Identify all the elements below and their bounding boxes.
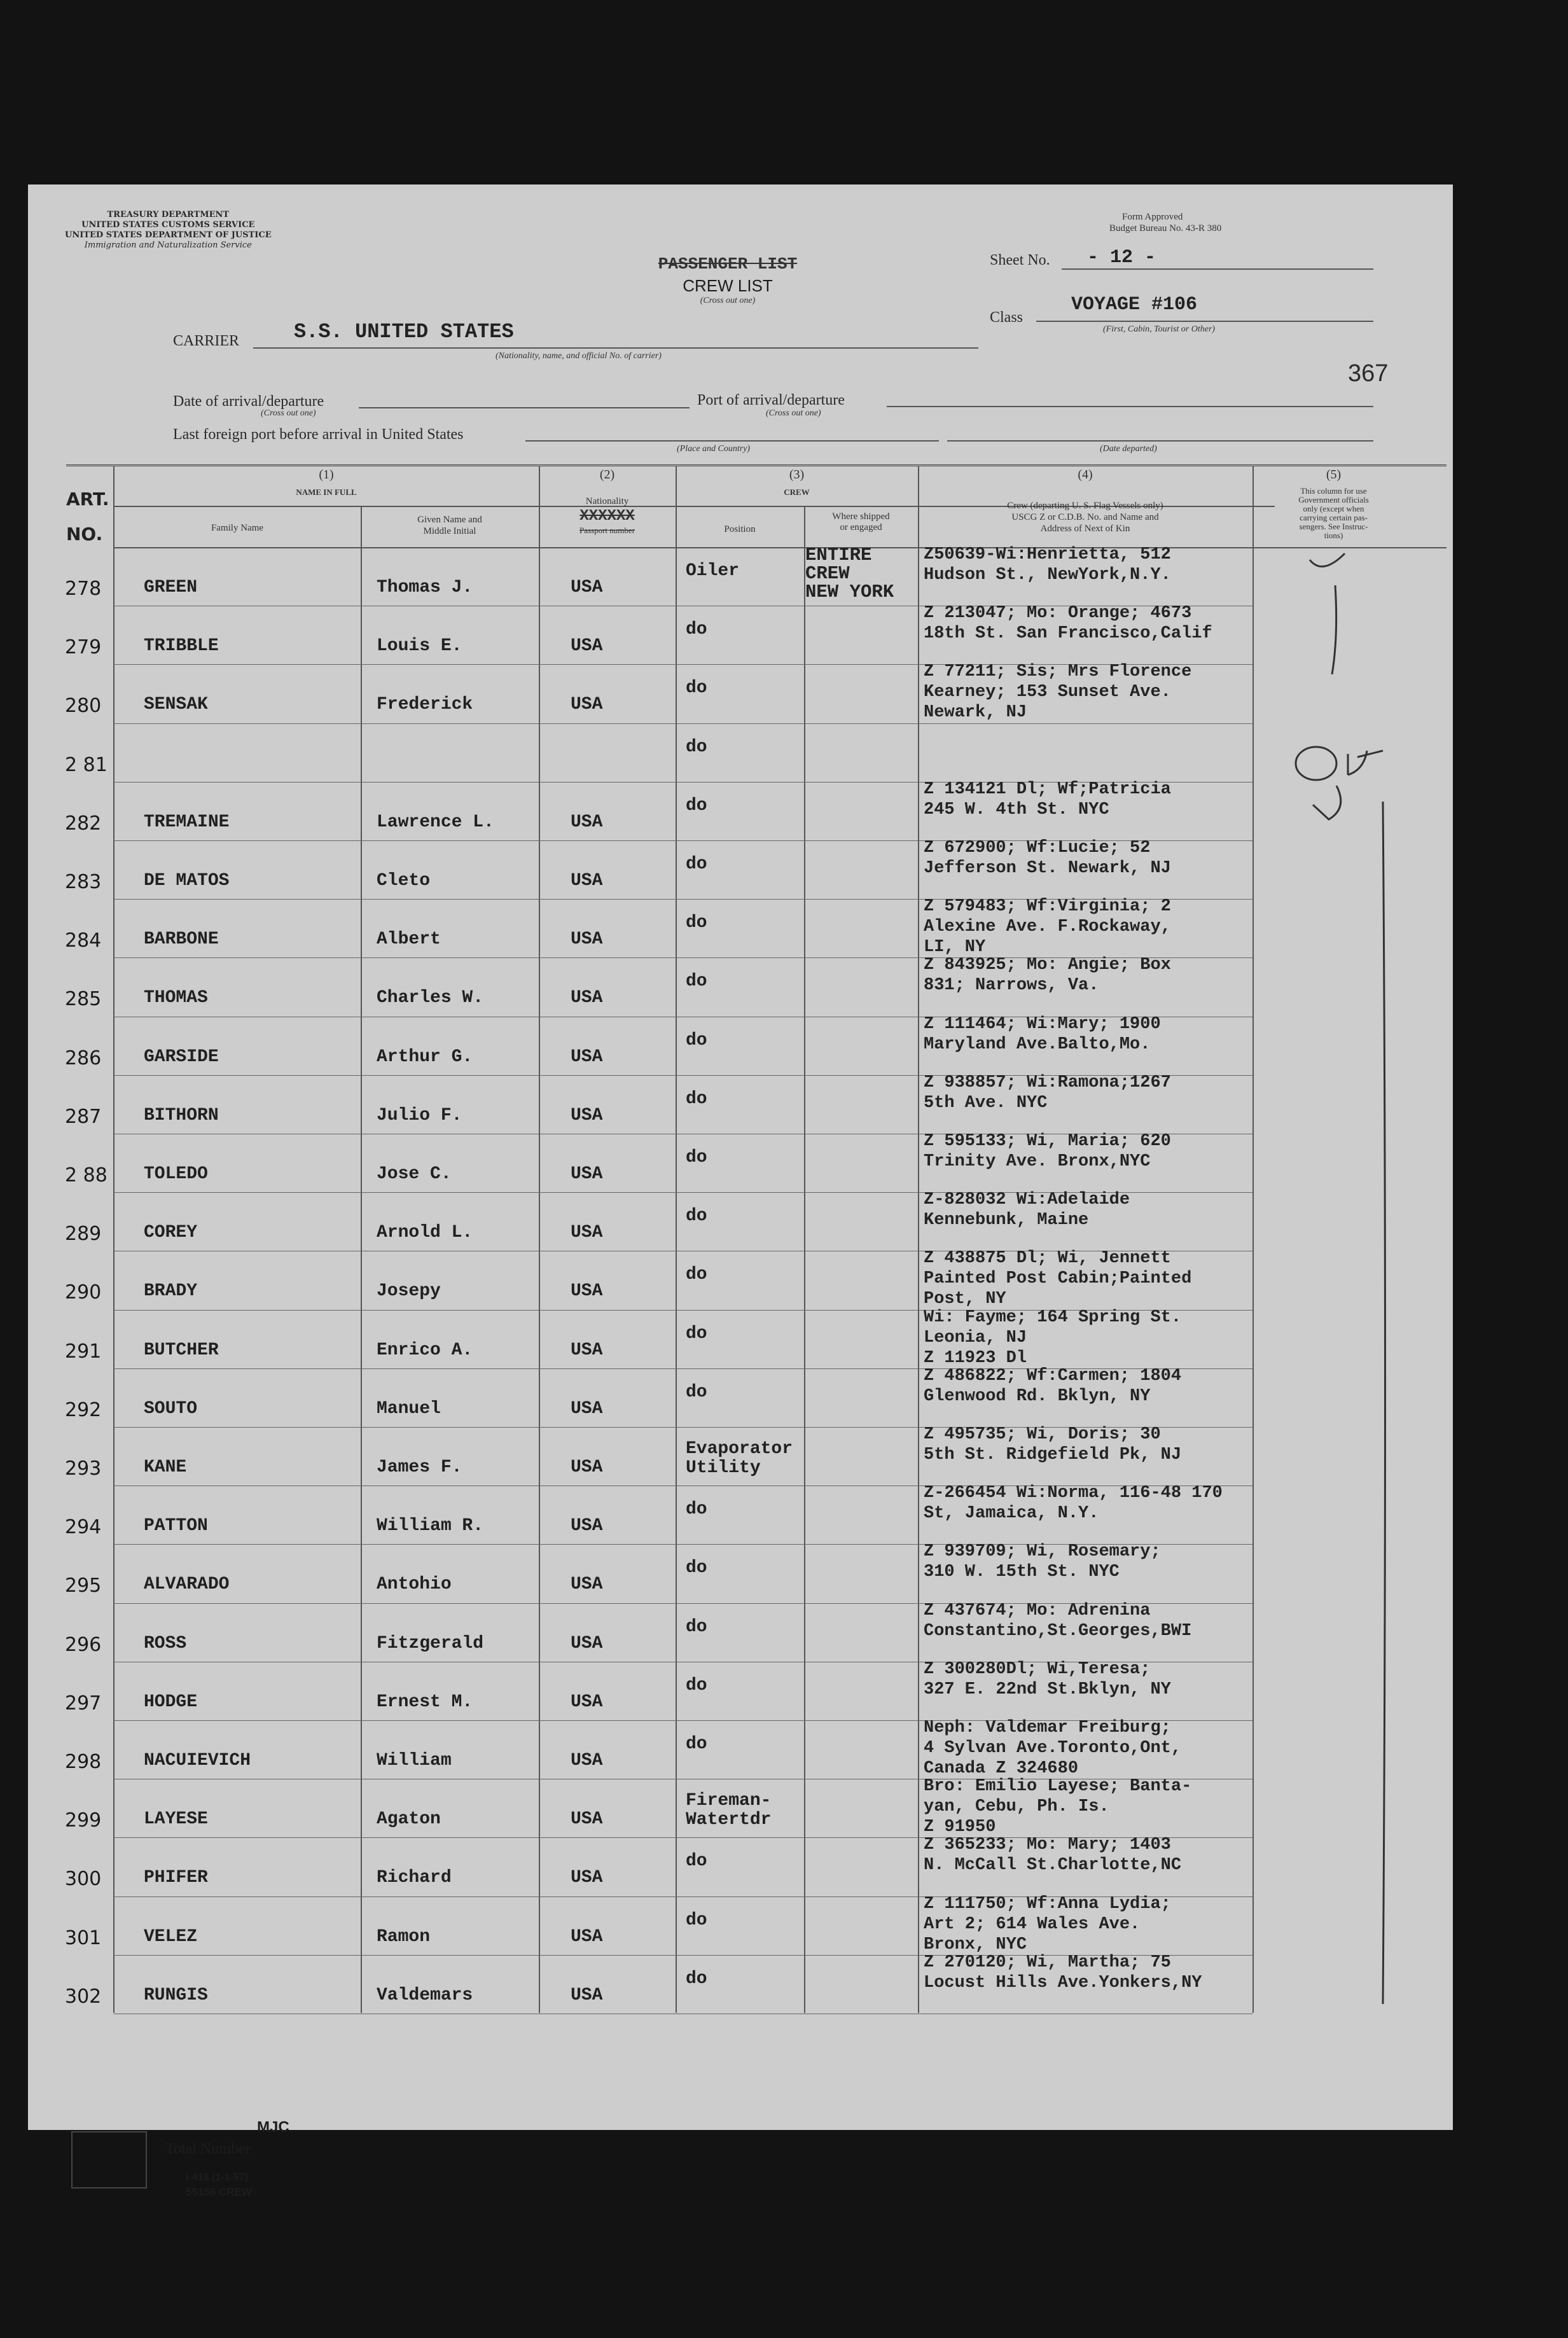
col5-line: Government officials bbox=[1298, 495, 1369, 504]
col-line bbox=[676, 466, 677, 2013]
col-line bbox=[361, 506, 362, 2013]
kin-line: Jefferson St. Newark, NJ bbox=[924, 859, 1171, 878]
col4-line: Crew (departing U. S. Flag Vessels only) bbox=[1007, 501, 1163, 511]
no-label: NO. bbox=[66, 524, 103, 545]
given-name: James F. bbox=[377, 1458, 462, 1477]
nationality: USA bbox=[571, 929, 603, 949]
kin-line: 18th St. San Francisco,Calif bbox=[924, 624, 1212, 643]
given-name: Antohio bbox=[377, 1575, 452, 1594]
kin-line: Alexine Ave. F.Rockaway, bbox=[924, 917, 1171, 936]
family-name: BARBONE bbox=[144, 929, 219, 949]
kin-line: Maryland Ave.Balto,Mo. bbox=[924, 1035, 1151, 1054]
position: Evaporator Utility bbox=[686, 1439, 793, 1478]
next-of-kin bbox=[924, 1718, 1181, 1779]
col5-line: only (except when bbox=[1303, 504, 1364, 513]
given-name: William bbox=[377, 1751, 452, 1771]
budget-bureau-text: Budget Bureau No. 43-R 380 bbox=[1109, 223, 1222, 233]
nationality: USA bbox=[571, 695, 603, 714]
kin-line: Glenwood Rd. Bklyn, NY bbox=[924, 1387, 1151, 1406]
next-of-kin bbox=[924, 545, 1171, 585]
nationality: USA bbox=[571, 1399, 603, 1419]
nationality: USA bbox=[571, 578, 603, 597]
col5-line: sengers. See Instruc- bbox=[1299, 522, 1368, 531]
row-number: 284 bbox=[65, 929, 102, 952]
kin-line: yan, Cebu, Ph. Is. bbox=[924, 1797, 1109, 1816]
given-name: Charles W. bbox=[377, 988, 484, 1008]
next-of-kin bbox=[924, 1483, 1223, 1524]
pencil-line bbox=[1383, 802, 1385, 2004]
nationality: USA bbox=[571, 1281, 603, 1301]
family-name: PATTON bbox=[144, 1516, 208, 1536]
position: do bbox=[686, 913, 707, 933]
row-number: 2 81 bbox=[65, 754, 108, 776]
carrier-label: CARRIER bbox=[173, 333, 240, 349]
row-number: 280 bbox=[65, 695, 102, 717]
next-of-kin bbox=[924, 1307, 1181, 1368]
agency-line: TREASURY DEPARTMENT bbox=[107, 210, 230, 219]
date-line bbox=[359, 407, 690, 408]
nationality: USA bbox=[571, 1223, 603, 1242]
pencil-stroke bbox=[1332, 585, 1336, 674]
row-number: 300 bbox=[65, 1868, 102, 1890]
next-of-kin bbox=[924, 955, 1171, 996]
given-name: Frederick bbox=[377, 695, 473, 714]
family-name: KANE bbox=[144, 1458, 187, 1477]
kin-line: Neph: Valdemar Freiburg; bbox=[924, 1718, 1171, 1737]
position: do bbox=[686, 1558, 707, 1578]
kin-line: Z 843925; Mo: Angie; Box bbox=[924, 956, 1171, 975]
row-number: 2 88 bbox=[65, 1164, 108, 1186]
carrier-line bbox=[253, 347, 978, 349]
shipped-line: CREW bbox=[805, 563, 850, 584]
class-value: VOYAGE #106 bbox=[1071, 294, 1198, 316]
kin-line: Z 486822; Wf:Carmen; 1804 bbox=[924, 1367, 1182, 1386]
last-port-label: Last foreign port before arrival in United States bbox=[173, 426, 464, 443]
given-name: Richard bbox=[377, 1868, 452, 1888]
position: do bbox=[686, 1382, 707, 1402]
shipped-line: NEW YORK bbox=[805, 581, 894, 602]
next-of-kin bbox=[924, 1659, 1171, 1700]
agency-line: UNITED STATES CUSTOMS SERVICE bbox=[81, 220, 255, 230]
position: do bbox=[686, 1265, 707, 1284]
position: do bbox=[686, 1617, 707, 1637]
position: do bbox=[686, 737, 707, 757]
position: Fireman-Watertdr bbox=[686, 1791, 772, 1830]
table-header-bottom-rule bbox=[114, 547, 1447, 548]
col-line bbox=[113, 466, 114, 2013]
row-number: 301 bbox=[65, 1927, 102, 1949]
col4-line: Address of Next of Kin bbox=[1040, 524, 1130, 534]
kin-line: 5th St. Ridgefield Pk, NJ bbox=[924, 1445, 1182, 1465]
given-name: Cleto bbox=[377, 871, 431, 891]
col4-number: (4) bbox=[1078, 468, 1093, 482]
out-letters bbox=[1348, 751, 1383, 775]
nationality: USA bbox=[571, 1516, 603, 1536]
place-note: (Place and Country) bbox=[677, 444, 751, 454]
row-number: 296 bbox=[65, 1634, 102, 1656]
kin-line: Z 213047; Mo: Orange; 4673 bbox=[924, 604, 1192, 623]
next-of-kin bbox=[924, 1073, 1171, 1113]
kin-line: N. McCall St.Charlotte,NC bbox=[924, 1856, 1182, 1875]
crew-list-title: CREW LIST bbox=[683, 276, 773, 295]
kin-line: Art 2; 614 Wales Ave. bbox=[924, 1915, 1141, 1934]
row-number: 279 bbox=[65, 636, 102, 658]
title-note: (Cross out one) bbox=[700, 296, 756, 305]
kin-line: Z 77211; Sis; Mrs Florence bbox=[924, 662, 1192, 681]
family-name: VELEZ bbox=[144, 1927, 198, 1947]
given-name: Manuel bbox=[377, 1399, 441, 1419]
row-number: 287 bbox=[65, 1106, 102, 1128]
shipped-stamp bbox=[805, 546, 894, 601]
kin-line: Z 579483; Wf:Virginia; 2 bbox=[924, 897, 1171, 916]
col3-number: (3) bbox=[789, 468, 805, 482]
nationality: USA bbox=[571, 1634, 603, 1653]
nationality: USA bbox=[571, 1751, 603, 1771]
class-note: (First, Cabin, Tourist or Other) bbox=[1103, 324, 1216, 334]
position: do bbox=[686, 1851, 707, 1871]
list-title bbox=[658, 254, 798, 306]
row-number: 291 bbox=[65, 1340, 102, 1363]
page-number: 367 bbox=[1348, 360, 1389, 387]
form-number: I-418 (1-1-57) bbox=[186, 2172, 248, 2183]
carrier-value: S.S. UNITED STATES bbox=[294, 320, 514, 344]
col5-line: tions) bbox=[1324, 531, 1343, 540]
col5-title bbox=[1252, 487, 1415, 540]
nationality: USA bbox=[571, 1692, 603, 1712]
nationality: USA bbox=[571, 1106, 603, 1125]
position: do bbox=[686, 1031, 707, 1050]
kin-line: Kearney; 153 Sunset Ave. bbox=[924, 683, 1171, 702]
row-number: 294 bbox=[65, 1516, 102, 1538]
kin-line: Z 437674; Mo: Adrenina bbox=[924, 1601, 1151, 1620]
family-name: ALVARADO bbox=[144, 1575, 230, 1594]
nationality: USA bbox=[571, 1340, 603, 1360]
nationality: USA bbox=[571, 988, 603, 1008]
official-pencil-marks bbox=[1252, 547, 1443, 2004]
col2-sub: Passport number bbox=[579, 525, 635, 535]
family-name: TREMAINE bbox=[144, 812, 230, 832]
kin-line: Post, NY bbox=[924, 1290, 1006, 1309]
kin-line: Z 672900; Wf:Lucie; 52 bbox=[924, 838, 1151, 858]
nationality: USA bbox=[571, 636, 603, 656]
next-of-kin bbox=[924, 1776, 1191, 1837]
where-line: Where shipped bbox=[832, 511, 890, 522]
given-line: Given Name and bbox=[417, 515, 482, 525]
position: do bbox=[686, 1676, 707, 1695]
next-of-kin bbox=[924, 1952, 1202, 1993]
row-rule bbox=[114, 723, 1252, 724]
kin-line: 831; Narrows, Va. bbox=[924, 976, 1099, 995]
shipped-line: ENTIRE bbox=[805, 545, 872, 566]
family-name: NACUIEVICH bbox=[144, 1751, 251, 1771]
given-line: Middle Initial bbox=[423, 526, 476, 536]
kin-line: Canada Z 324680 bbox=[924, 1759, 1079, 1778]
row-number: 286 bbox=[65, 1047, 102, 1069]
family-name: RUNGIS bbox=[144, 1986, 208, 2005]
kin-line: 4 Sylvan Ave.Toronto,Ont, bbox=[924, 1739, 1182, 1758]
nationality: USA bbox=[571, 812, 603, 832]
initials: MJC bbox=[257, 2119, 289, 2136]
col2-struck: XXXXXX bbox=[579, 508, 635, 525]
col-line bbox=[539, 466, 540, 2013]
port-line bbox=[887, 406, 1373, 407]
agency-block bbox=[65, 210, 272, 251]
row-number: 283 bbox=[65, 871, 102, 893]
given-name: Josepy bbox=[377, 1281, 441, 1301]
nationality: USA bbox=[571, 1809, 603, 1829]
col1-number: (1) bbox=[319, 468, 334, 482]
kin-line: Trinity Ave. Bronx,NYC bbox=[924, 1152, 1151, 1171]
col2-title: Nationality bbox=[585, 496, 629, 506]
family-name: GARSIDE bbox=[144, 1047, 219, 1067]
kin-line: Z 111750; Wf:Anna Lydia; bbox=[924, 1895, 1171, 1914]
given-name: Thomas J. bbox=[377, 578, 473, 597]
row-number: 278 bbox=[65, 578, 102, 600]
position: do bbox=[686, 678, 707, 698]
kin-line: Z 134121 Dl; Wf;Patricia bbox=[924, 780, 1171, 799]
kin-line: Painted Post Cabin;Painted bbox=[924, 1269, 1192, 1288]
agency-line: Immigration and Naturalization Service bbox=[84, 240, 252, 250]
family-name: BUTCHER bbox=[144, 1340, 219, 1360]
class-line bbox=[1036, 321, 1373, 322]
given-name: Enrico A. bbox=[377, 1340, 473, 1360]
position: do bbox=[686, 1969, 707, 1989]
row-number: 290 bbox=[65, 1281, 102, 1304]
kin-line: 310 W. 15th St. NYC bbox=[924, 1562, 1120, 1582]
kin-line: Kennebunk, Maine bbox=[924, 1211, 1089, 1230]
nationality: USA bbox=[571, 1868, 603, 1888]
next-of-kin bbox=[924, 1190, 1130, 1230]
family-name: DE MATOS bbox=[144, 871, 230, 891]
kin-line: Z 91950 bbox=[924, 1818, 996, 1837]
nationality: USA bbox=[571, 1927, 603, 1947]
family-name: BITHORN bbox=[144, 1106, 219, 1125]
position: Oiler bbox=[686, 561, 740, 581]
row-number: 298 bbox=[65, 1751, 102, 1773]
art-label: ART. bbox=[66, 489, 109, 510]
family-name: HODGE bbox=[144, 1692, 198, 1712]
position: do bbox=[686, 1206, 707, 1226]
next-of-kin bbox=[924, 1248, 1191, 1309]
next-of-kin bbox=[924, 1014, 1161, 1055]
family-name: BRADY bbox=[144, 1281, 198, 1301]
passenger-list-struck: PASSENGER LIST bbox=[658, 254, 798, 274]
family-name: COREY bbox=[144, 1223, 198, 1242]
given-name-header bbox=[361, 514, 539, 537]
last-port-line bbox=[525, 440, 939, 442]
position: do bbox=[686, 620, 707, 639]
kin-line: Z-266454 Wi:Norma, 116-48 170 bbox=[924, 1484, 1223, 1503]
next-of-kin bbox=[924, 1835, 1181, 1875]
kin-line: Locust Hills Ave.Yonkers,NY bbox=[924, 1973, 1202, 1993]
family-name: THOMAS bbox=[144, 988, 208, 1008]
position: do bbox=[686, 854, 707, 874]
col5-line: carrying certain pas- bbox=[1300, 513, 1368, 522]
col4-title bbox=[918, 500, 1252, 534]
check-mark bbox=[1310, 553, 1345, 566]
nationality: USA bbox=[571, 1986, 603, 2005]
given-name: Ramon bbox=[377, 1927, 431, 1947]
col5-line: This column for use bbox=[1300, 486, 1367, 496]
kin-line: Bronx, NYC bbox=[924, 1935, 1027, 1954]
col4-line: USCG Z or C.D.B. No. and Name and bbox=[1011, 512, 1159, 522]
out-circle bbox=[1296, 747, 1336, 780]
kin-line: Constantino,St.Georges,BWI bbox=[924, 1622, 1192, 1641]
kin-line: Wi: Fayme; 164 Spring St. bbox=[924, 1308, 1182, 1327]
position: do bbox=[686, 796, 707, 816]
next-of-kin bbox=[924, 603, 1212, 644]
next-of-kin bbox=[924, 1894, 1171, 1955]
kin-line: 327 E. 22nd St.Bklyn, NY bbox=[924, 1680, 1171, 1699]
date-departed-note: (Date departed) bbox=[1100, 444, 1157, 454]
row-number: 299 bbox=[65, 1809, 102, 1832]
col1-title: NAME IN FULL bbox=[296, 487, 357, 497]
next-of-kin bbox=[924, 662, 1191, 723]
kin-line: Z 495735; Wi, Doris; 30 bbox=[924, 1425, 1161, 1444]
kin-line: Z 938857; Wi:Ramona;1267 bbox=[924, 1073, 1171, 1092]
given-name: Arthur G. bbox=[377, 1047, 473, 1067]
nationality: USA bbox=[571, 1458, 603, 1477]
row-number: 293 bbox=[65, 1458, 102, 1480]
crew-number: 55156 CREW bbox=[186, 2186, 252, 2198]
row-number: 302 bbox=[65, 1986, 102, 2008]
carrier-note: (Nationality, name, and official No. of carrier) bbox=[496, 351, 662, 361]
col5-number: (5) bbox=[1326, 468, 1342, 482]
form-approval bbox=[1109, 211, 1221, 234]
kin-line: Z50639-Wi:Henrietta, 512 bbox=[924, 545, 1171, 564]
position: do bbox=[686, 1500, 707, 1519]
position: do bbox=[686, 1910, 707, 1930]
position: do bbox=[686, 1734, 707, 1754]
family-name: PHIFER bbox=[144, 1868, 208, 1888]
family-name: TRIBBLE bbox=[144, 636, 219, 656]
next-of-kin bbox=[924, 1541, 1161, 1582]
kin-line: Z 111464; Wi:Mary; 1900 bbox=[924, 1015, 1161, 1034]
col-line bbox=[804, 506, 805, 2013]
family-name: SENSAK bbox=[144, 695, 208, 714]
row-number: 282 bbox=[65, 812, 102, 835]
sheet-label: Sheet No. bbox=[990, 252, 1050, 268]
col2-number: (2) bbox=[599, 468, 615, 482]
agency-line: UNITED STATES DEPARTMENT OF JUSTICE bbox=[65, 230, 272, 240]
given-name: Ernest M. bbox=[377, 1692, 473, 1712]
given-name: Jose C. bbox=[377, 1164, 452, 1184]
next-of-kin bbox=[924, 1601, 1191, 1641]
crew-list-sheet bbox=[28, 184, 1453, 2198]
total-label: Total Number bbox=[165, 2141, 251, 2157]
family-name: TOLEDO bbox=[144, 1164, 208, 1184]
next-of-kin bbox=[924, 779, 1171, 820]
date-label: Date of arrival/departure bbox=[173, 393, 324, 410]
date-note: (Cross out one) bbox=[261, 408, 316, 418]
nationality: USA bbox=[571, 1575, 603, 1594]
kin-line: Z 365233; Mo: Mary; 1403 bbox=[924, 1835, 1171, 1854]
row-number: 285 bbox=[65, 988, 102, 1010]
given-name: Fitzgerald bbox=[377, 1634, 484, 1653]
nationality: USA bbox=[571, 1164, 603, 1184]
next-of-kin bbox=[924, 1424, 1181, 1465]
where-line: or engaged bbox=[840, 522, 882, 532]
kin-line: Z 11923 Dl bbox=[924, 1349, 1027, 1368]
family-name: LAYESE bbox=[144, 1809, 208, 1829]
given-name: Valdemars bbox=[377, 1986, 473, 2005]
family-name: SOUTO bbox=[144, 1399, 198, 1419]
kin-line: Bro: Emilio Layese; Banta- bbox=[924, 1777, 1192, 1796]
given-name: William R. bbox=[377, 1516, 484, 1536]
nationality: USA bbox=[571, 871, 603, 891]
next-of-kin bbox=[924, 838, 1171, 879]
given-name: Arnold L. bbox=[377, 1223, 473, 1242]
row-number: 295 bbox=[65, 1575, 102, 1597]
table-top-rule bbox=[66, 464, 1447, 466]
kin-line: Newark, NJ bbox=[924, 703, 1027, 722]
next-of-kin bbox=[924, 1131, 1171, 1172]
kin-line: 5th Ave. NYC bbox=[924, 1094, 1048, 1113]
kin-line: Z-828032 Wi:Adelaide bbox=[924, 1190, 1130, 1209]
position-header: Position bbox=[724, 524, 756, 534]
given-name: Lawrence L. bbox=[377, 812, 494, 832]
where-shipped-header bbox=[804, 511, 918, 533]
kin-line: Z 939709; Wi, Rosemary; bbox=[924, 1542, 1161, 1561]
kin-line: Leonia, NJ bbox=[924, 1328, 1027, 1347]
row-number: 289 bbox=[65, 1223, 102, 1245]
given-name: Albert bbox=[377, 929, 441, 949]
kin-line: Z 300280Dl; Wi,Teresa; bbox=[924, 1660, 1151, 1679]
sheet-line bbox=[1062, 268, 1373, 270]
position: do bbox=[686, 1089, 707, 1109]
kin-line: 245 W. 4th St. NYC bbox=[924, 800, 1109, 819]
next-of-kin bbox=[924, 1366, 1181, 1407]
given-name: Julio F. bbox=[377, 1106, 462, 1125]
art-no-header bbox=[66, 489, 109, 545]
kin-line: Z 438875 Dl; Wi, Jennett bbox=[924, 1249, 1171, 1268]
position: do bbox=[686, 971, 707, 991]
class-label: Class bbox=[990, 309, 1023, 326]
family-name: ROSS bbox=[144, 1634, 187, 1653]
position: do bbox=[686, 1324, 707, 1344]
position: do bbox=[686, 1148, 707, 1167]
total-box bbox=[71, 2131, 147, 2188]
row-number: 292 bbox=[65, 1399, 102, 1421]
sheet-value: - 12 - bbox=[1087, 247, 1156, 268]
col3-title: CREW bbox=[784, 487, 810, 497]
kin-line: Z 595133; Wi, Maria; 620 bbox=[924, 1132, 1171, 1151]
row-number: 297 bbox=[65, 1692, 102, 1715]
check-mark bbox=[1313, 786, 1341, 819]
kin-line: Hudson St., NewYork,N.Y. bbox=[924, 566, 1171, 585]
kin-line: LI, NY bbox=[924, 938, 986, 957]
given-name: Louis E. bbox=[377, 636, 462, 656]
kin-line: Z 270120; Wi, Martha; 75 bbox=[924, 1953, 1171, 1972]
port-note: (Cross out one) bbox=[766, 408, 821, 418]
next-of-kin bbox=[924, 896, 1171, 957]
col-line bbox=[918, 466, 919, 2013]
form-approved-text: Form Approved bbox=[1122, 212, 1183, 222]
nationality: USA bbox=[571, 1047, 603, 1067]
given-name: Agaton bbox=[377, 1809, 441, 1829]
family-name-header: Family Name bbox=[211, 523, 264, 533]
date-departed-line bbox=[947, 440, 1373, 442]
family-name: GREEN bbox=[144, 578, 198, 597]
port-label: Port of arrival/departure bbox=[697, 392, 845, 408]
kin-line: St, Jamaica, N.Y. bbox=[924, 1504, 1099, 1523]
